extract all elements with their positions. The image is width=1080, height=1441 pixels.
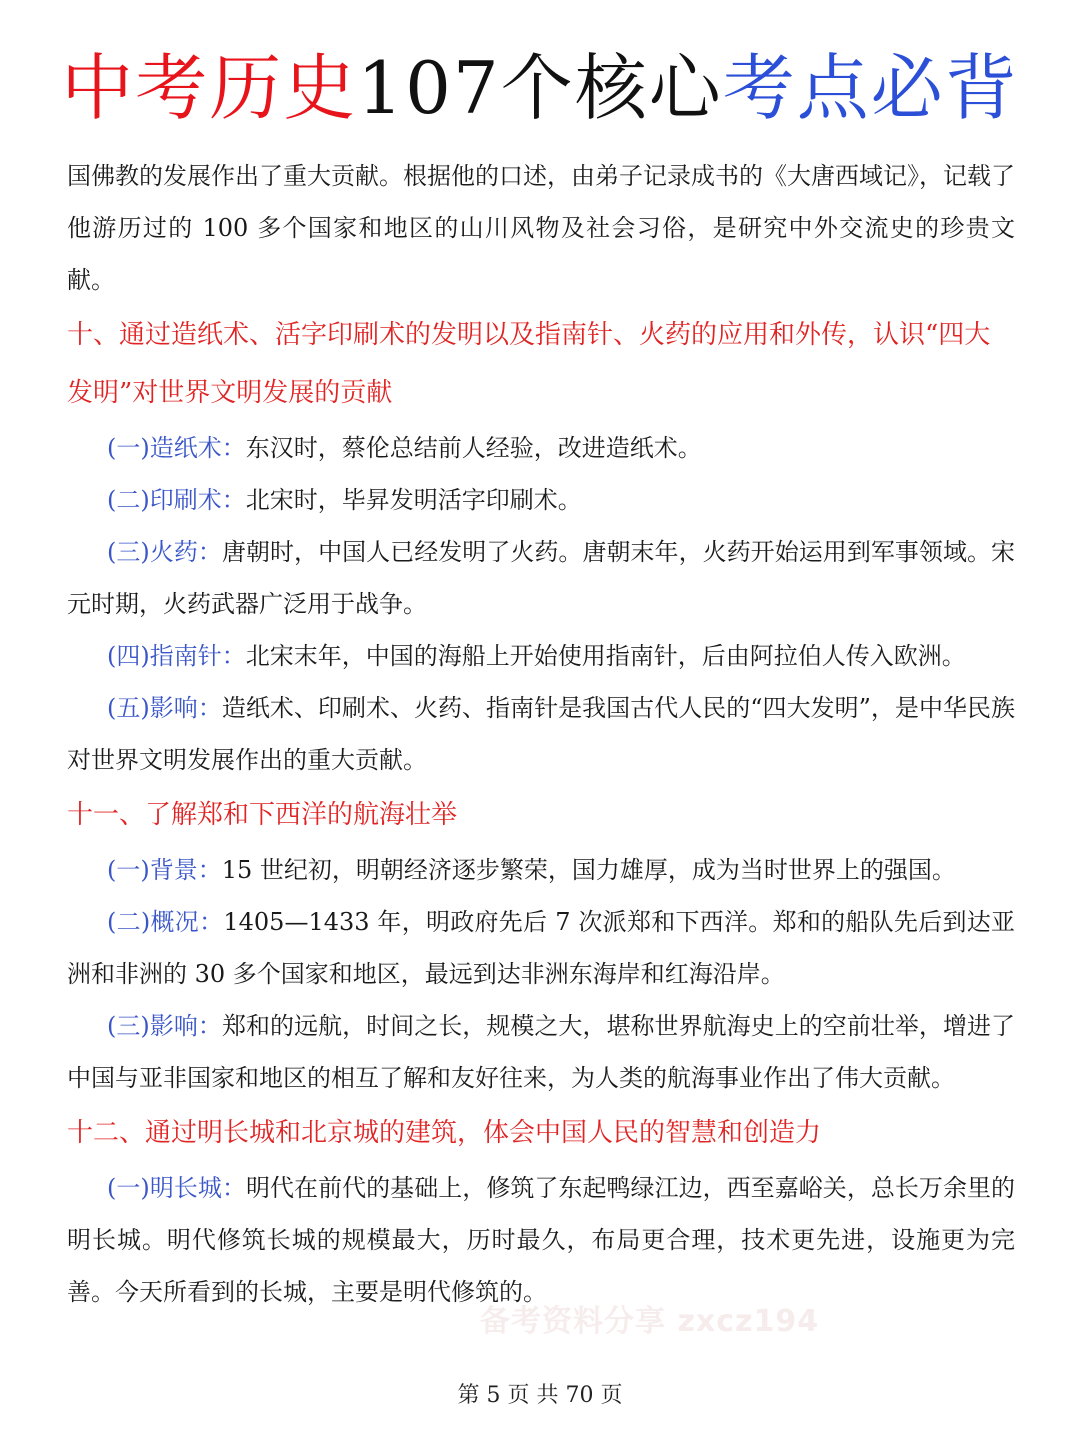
item-label: (二)概况: [107, 908, 200, 936]
section-11-item-2: [67, 896, 1015, 1000]
label-separator: ：: [197, 694, 222, 722]
section-11-heading: 十一、了解郑和下西洋的航海壮举: [67, 800, 458, 830]
watermark: 备考资料分享 zxcz194: [480, 1304, 820, 1339]
section-12-heading: 十二、通过明长城和北京城的建筑，体会中国人民的智慧和创造力: [67, 1118, 822, 1148]
item-text: 15 世纪初，明朝经济逐步繁荣，国力雄厚，成为当时世界上的强国。: [221, 856, 956, 884]
label-separator: ：: [221, 434, 246, 462]
item-label: (四)指南针: [107, 642, 222, 670]
item-text: 明代在前代的基础上，修筑了东起鸭绿江边，西至嘉峪关，总长万余里的明长城。明代修筑长城的规模最大，历时最久，布局更合理，技术更先进，设施更为完善。今天所看到的长城，主要是明代修筑的。: [67, 1174, 1016, 1306]
item-label: (五)影响: [107, 694, 198, 722]
label-separator: ：: [221, 486, 246, 514]
item-text: 郑和的远航，时间之长，规模之大，堪称世界航海史上的空前壮举，增进了中国与亚非国家和地区的相互了解和友好往来，为人类的航海事业作出了伟大贡献。: [67, 1012, 1016, 1092]
item-text: 造纸术、印刷术、火药、指南针是我国古代人民的“四大发明”，是中华民族对世界文明发展作出的重大贡献。: [67, 694, 1016, 774]
page-number-footer: 第 5 页 共 70 页: [457, 1383, 623, 1408]
item-text: 北宋末年，中国的海船上开始使用指南针，后由阿拉伯人传入欧洲。: [245, 642, 966, 670]
item-label: (一)背景: [107, 856, 198, 884]
section-10-heading: 十、通过造纸术、活字印刷术的发明以及指南针、火药的应用和外传，认识“四大发明”对世界文明发展的贡献: [67, 320, 991, 408]
item-text: 北宋时，毕昇发明活字印刷术。: [245, 486, 582, 514]
item-text: 东汉时，蔡伦总结前人经验，改进造纸术。: [245, 434, 702, 462]
page-title: [0, 40, 1080, 136]
section-10-item-2: [67, 474, 1015, 526]
document-body: [67, 150, 1015, 1318]
title-black-part: 107个核心: [357, 46, 723, 130]
section-10-item-3: [67, 526, 1015, 630]
item-label: (一)造纸术: [107, 434, 222, 462]
intro-paragraph: 国佛教的发展作出了重大贡献。根据他的口述，由弟子记录成书的《大唐西域记》，记载了他游历过的 100 多个国家和地区的山川风物及社会习俗，是研究中外交流史的珍贵文献。: [67, 162, 1015, 294]
label-separator: ：: [221, 642, 246, 670]
label-separator: ：: [197, 538, 222, 566]
label-separator: ：: [197, 856, 222, 884]
item-text: 1405—1433 年，明政府先后 7 次派郑和下西洋。郑和的船队先后到达亚洲和非洲的 30 多个国家和地区，最远到达非洲东海岸和红海沿岸。: [67, 908, 1016, 988]
label-separator: ：: [197, 1012, 222, 1040]
item-label: (三)影响: [107, 1012, 198, 1040]
section-10-item-5: [67, 682, 1015, 786]
section-12-item-1: [67, 1162, 1015, 1318]
label-separator: ：: [199, 908, 224, 936]
section-11-item-1: [67, 844, 1015, 896]
section-10-item-4: [67, 630, 1015, 682]
label-separator: ：: [221, 1174, 246, 1202]
item-label: (一)明长城: [107, 1174, 222, 1202]
item-label: (二)印刷术: [107, 486, 222, 514]
section-11-item-3: [67, 1000, 1015, 1104]
item-label: (三)火药: [107, 538, 198, 566]
item-text: 唐朝时，中国人已经发明了火药。唐朝末年，火药开始运用到军事领域。宋元时期，火药武器广泛用于战争。: [67, 538, 1016, 618]
title-red-part: 中考历史: [61, 46, 358, 130]
title-blue-part: 考点必背: [722, 46, 1019, 130]
section-10-item-1: [67, 422, 1015, 474]
